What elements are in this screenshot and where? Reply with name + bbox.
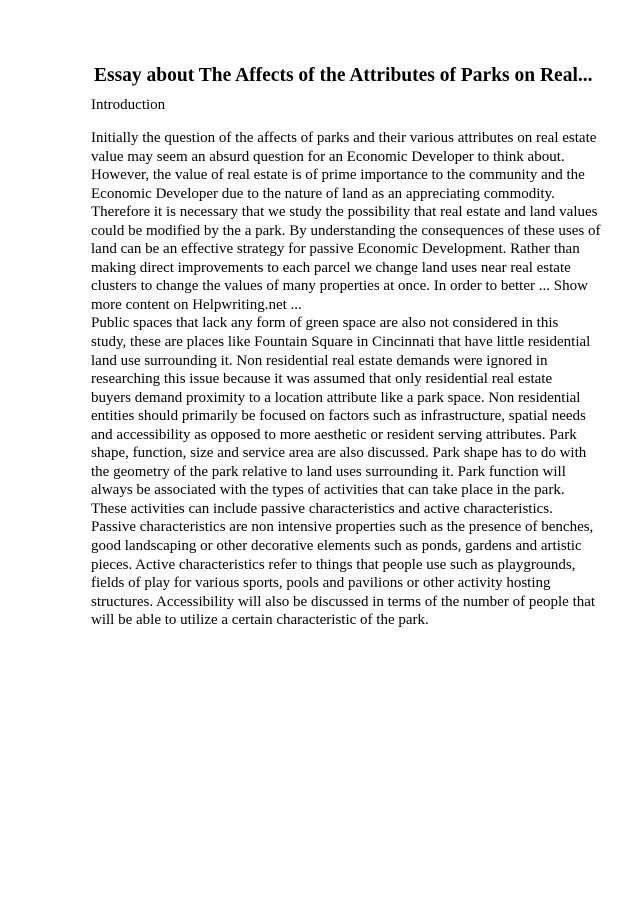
body-line: value may seem an absurd question for an Economic Developer to think about. <box>91 148 565 165</box>
body-line: good landscaping or other decorative elements such as ponds, gardens and artistic <box>91 538 582 555</box>
body-line: Passive characteristics are non intensive properties such as the presence of benches, <box>91 519 594 536</box>
body-line: Therefore it is necessary that we study the possibility that real estate and land values <box>91 204 598 221</box>
body-line: always be associated with the types of activities that can take place in the park. <box>91 482 565 499</box>
body-line: However, the value of real estate is of prime importance to the community and the <box>91 167 585 184</box>
body-line: land use surrounding it. Non residential real estate demands were ignored in <box>91 352 548 369</box>
body-line: entities should primarily be focused on factors such as infrastructure, spatial needs <box>91 408 586 425</box>
section-heading: Introduction <box>91 97 166 113</box>
body-line: study, these are places like Fountain Square in Cincinnati that have little residential <box>91 334 591 351</box>
body-line: and accessibility as opposed to more aesthetic or resident serving attributes. Park <box>91 426 577 443</box>
body-line: buyers demand proximity to a location attribute like a park space. Non residential <box>91 389 581 406</box>
body-line: Public spaces that lack any form of green space are also not considered in this <box>91 315 559 332</box>
body-line: the geometry of the park relative to land uses surrounding it. Park function will <box>91 463 566 480</box>
body-text <box>91 129 611 630</box>
body-line: clusters to change the values of many properties at once. In order to better ... Show <box>91 278 588 295</box>
body-line: These activities can include passive characteristics and active characteristics. <box>91 500 553 517</box>
document-title: Essay about The Affects of the Attributes of Parks on Real... <box>94 65 593 86</box>
body-line: structures. Accessibility will also be discussed in terms of the number of people that <box>91 593 596 610</box>
body-line: Economic Developer due to the nature of land as an appreciating commodity. <box>91 185 555 202</box>
body-line: more content on Helpwriting.net ... <box>91 296 302 313</box>
body-line: making direct improvements to each parcel we change land uses near real estate <box>91 259 571 276</box>
body-line: could be modified by the a park. By understanding the consequences of these uses of <box>91 222 601 239</box>
body-line: shape, function, size and service area are also discussed. Park shape has to do with <box>91 445 587 462</box>
body-line: Initially the question of the affects of parks and their various attributes on real estate <box>91 130 597 146</box>
body-line: researching this issue because it was assumed that only residential real estate <box>91 371 553 388</box>
body-line: fields of play for various sports, pools and pavilions or other activity hosting <box>91 575 551 592</box>
body-line: land can be an effective strategy for passive Economic Development. Rather than <box>91 241 580 258</box>
body-line: will be able to utilize a certain characteristic of the park. <box>91 612 429 629</box>
body-line: pieces. Active characteristics refer to things that people use such as playgrounds, <box>91 556 576 573</box>
